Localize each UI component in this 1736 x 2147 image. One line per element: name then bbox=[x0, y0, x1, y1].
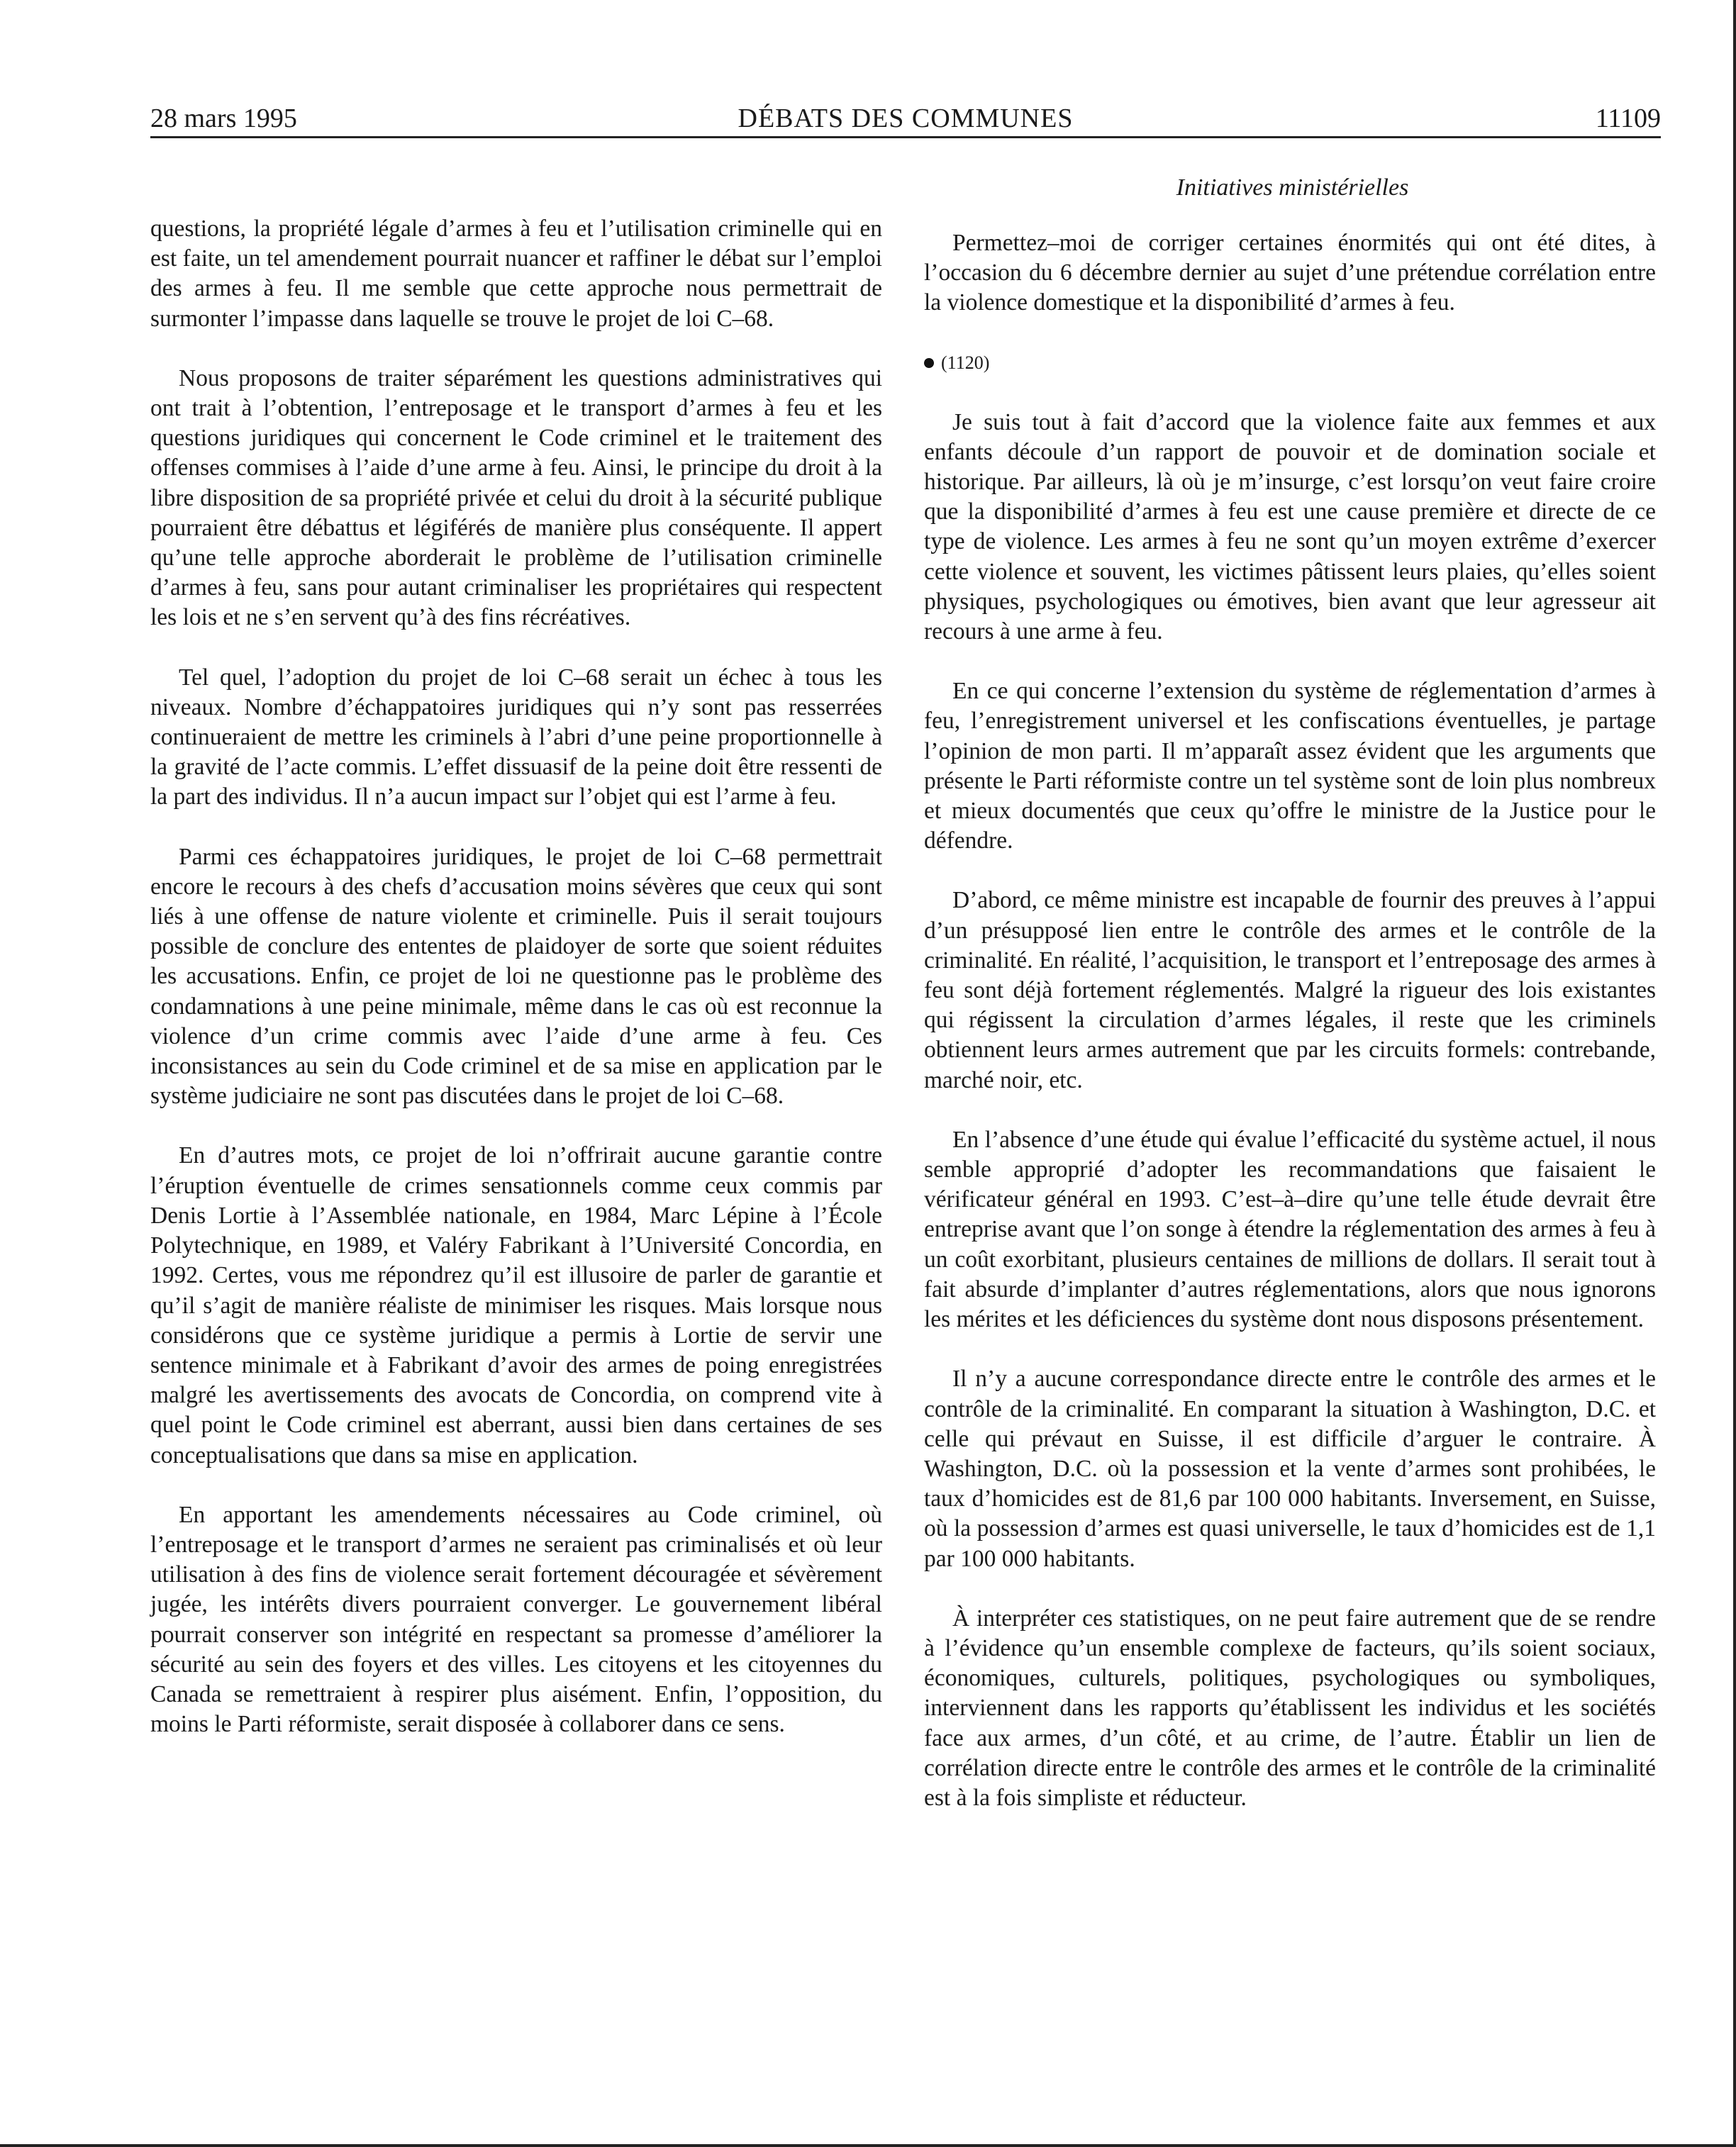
left-paragraph-1: questions, la propriété légale d’armes à feu et l’utilisation criminelle qui en est faite, un tel amendement pourrait nuancer et raffiner le débat sur l’emploi des armes à feu. Il me semble que cette approche nous permettrait de surmonter l’impasse dans laquelle se trouve le projet de loi C–68. bbox=[150, 216, 882, 332]
section-label: Initiatives ministérielles bbox=[1176, 174, 1409, 201]
right-column bbox=[924, 228, 1656, 1843]
right-paragraph-5: Il n’y a aucune correspondance directe entre le contrôle des armes et le contrôle de la criminalité. En comparant la situation à Washington, D.C. et celle qui prévaut en Suisse, il est difficile d’arguer le contraire. À Washington, D.C. où la possession et la vente d’armes sont prohibées, le taux d’homicides est de 81,6 par 100 000 habitants. Inversement, en Suisse, où la possession d’armes est quasi universelle, le taux d’homicides est de 1,1 par 100 000 habitants. bbox=[924, 1366, 1656, 1572]
header-rule bbox=[150, 136, 1661, 138]
header-title: DÉBATS DES COMMUNES bbox=[738, 104, 1074, 133]
right-paragraph-3: D’abord, ce même ministre est incapable de fournir des preuves à l’appui d’un présupposé lien entre le contrôle des armes et le contrôle de la criminalité. En réalité, l’acquisition, le transport et l’entreposage des armes à feu sont déjà fortement réglementés. Malgré la rigueur des lois existantes qui régissent la circulation d’armes légales, il reste que les criminels obtiennent leurs armes autrement que par les circuits formels: contrebande, marché noir, etc. bbox=[924, 887, 1656, 1093]
right-paragraph-6: À interpréter ces statistiques, on ne peut faire autrement que de se rendre à l’évidence qu’un ensemble complexe de facteurs, qu’ils soient sociaux, économiques, culturels, politiques, psychologiques ou symboliques, interviennent dans les rapports qu’établissent les individus et les sociétés face aux armes, d’un côté, et au crime, de l’autre. Établir un lien de corrélation directe entre le contrôle des armes et le contrôle de la criminalité est à la fois simpliste et réducteur. bbox=[924, 1605, 1656, 1811]
right-paragraph-4: En l’absence d’une étude qui évalue l’efficacité du système actuel, il nous semble approprié d’adopter les recommandations que faisaient le vérificateur général en 1993. C’est–à–dire qu’une telle étude devrait être entreprise avant que l’on songe à étendre la réglementation des armes à feu à un coût exorbitant, plusieurs centaines de millions de dollars. Il serait tout à fait absurde d’implanter d’autres réglementations, alors que nous ignorons les mérites et les déficiences du système dont nous disposons présentement. bbox=[924, 1126, 1656, 1333]
left-paragraph-5: En d’autres mots, ce projet de loi n’offrirait aucune garantie contre l’éruption éventuelle de crimes sensationnels comme ceux commis par Denis Lortie à l’Assemblée nationale, en 1984, Marc Lépine à l’École Polytechnique, en 1989, et Valéry Fabrikant à l’Université Concordia, en 1992. Certes, vous me répondrez qu’il est illusoire de parler de garantie et qu’il s’agit de manière réaliste de minimiser les risques. Mais lorsque nous considérons que ce système juridique a permis à Lortie de servir une sentence minimale et à Fabrikant d’avoir des armes de poing enregistrées malgré les avertissements des avocats de Concordia, on comprend vite à quel point le Code criminel est aberrant, aussi bien dans certaines de ses conceptualisations que dans sa mise en application. bbox=[150, 1142, 882, 1468]
time-marker bbox=[924, 348, 1656, 378]
bullet-icon bbox=[924, 358, 934, 368]
right-intro-paragraph: Permettez–moi de corriger certaines énormités qui ont été dites, à l’occasion du 6 décembre dernier au sujet d’une prétendue corrélation entre la violence domestique et la disponibilité d’armes à feu. bbox=[924, 230, 1656, 316]
header-page-number: 11109 bbox=[1595, 104, 1661, 133]
left-paragraph-6: En apportant les amendements nécessaires au Code criminel, où l’entreposage et le transport d’armes ne seraient pas criminalisés et où leur utilisation à des fins de violence serait fortement découragée et sévèrement jugée, les intérêts divers pourraient converger. Le gouvernement libéral pourrait conserver son intégrité en respectant sa promesse d’améliorer la sécurité au sein des foyers et des villes. Les citoyens et les citoyennes du Canada se remettraient à respirer plus aisément. Enfin, l’opposition, du moins le Parti réformiste, serait disposée à collaborer dans ce sens. bbox=[150, 1501, 882, 1738]
left-column bbox=[150, 214, 882, 1769]
right-paragraph-2: En ce qui concerne l’extension du système de réglementation d’armes à feu, l’enregistrement universel et les confiscations éventuelles, je partage l’opinion de mon parti. Il m’apparaît assez évident que les arguments que présente le Parti réformiste contre un tel système sont de loin plus nombreux et mieux documentés que ceux qu’offre le ministre de la Justice pour le défendre. bbox=[924, 678, 1656, 854]
left-paragraph-3: Tel quel, l’adoption du projet de loi C–68 serait un échec à tous les niveaux. Nombre d’échappatoires juridiques qui n’y sont pas resserrées continueraient de mettre les criminels à l’abri d’une peine proportionnelle à la gravité de l’acte commis. L’effet dissuasif de la peine doit être ressenti de la part des individus. Il n’a aucun impact sur l’objet qui est l’arme à feu. bbox=[150, 664, 882, 810]
page-header bbox=[150, 95, 1661, 138]
header-date: 28 mars 1995 bbox=[150, 104, 297, 133]
time-marker-label: (1120) bbox=[941, 352, 990, 373]
left-paragraph-4: Parmi ces échappatoires juridiques, le projet de loi C–68 permettrait encore le recours à des chefs d’accusation moins sévères que ceux qui sont liés à une offense de nature violente et criminelle. Puis il serait toujours possible de conclure des ententes de plaidoyer de sorte que soient réduites les accusations. Enfin, ce projet de loi ne questionne pas le problème des condamnations à une peine minimale, même dans le cas où est reconnue la violence d’un crime commis avec l’aide d’une arme à feu. Ces inconsistances au sein du Code criminel et de sa mise en application par le système judiciaire ne sont pas discutées dans le projet de loi C–68. bbox=[150, 843, 882, 1110]
right-paragraph-1: Je suis tout à fait d’accord que la violence faite aux femmes et aux enfants découle d’un rapport de pouvoir et de domination sociale et historique. Par ailleurs, là où je m’insurge, c’est lorsqu’on veut faire croire que la disponibilité d’armes à feu est une cause première et directe de ce type de violence. Les armes à feu ne sont qu’un moyen extrême d’exercer cette violence et souvent, les victimes pâtissent leurs plaies, qu’elles soient physiques, psychologiques ou émotives, bien avant que leur agresseur ait recours à une arme à feu. bbox=[924, 408, 1656, 645]
left-paragraph-2: Nous proposons de traiter séparément les questions administratives qui ont trait à l’obtention, l’entreposage et le transport d’armes à feu et les questions juridiques qui concernent le Code criminel et le traitement des offenses commises à l’aide d’une arme à feu. Ainsi, le principe du droit à la libre disposition de sa propriété privée et celui du droit à la sécurité publique pourraient être débattus et légiférés de manière plus conséquente. Il appert qu’une telle approche aborderait le problème de l’utilisation criminelle d’armes à feu, sans pour autant criminaliser les propriétaires qui respectent les lois et ne s’en servent qu’à des fins récréatives. bbox=[150, 364, 882, 631]
